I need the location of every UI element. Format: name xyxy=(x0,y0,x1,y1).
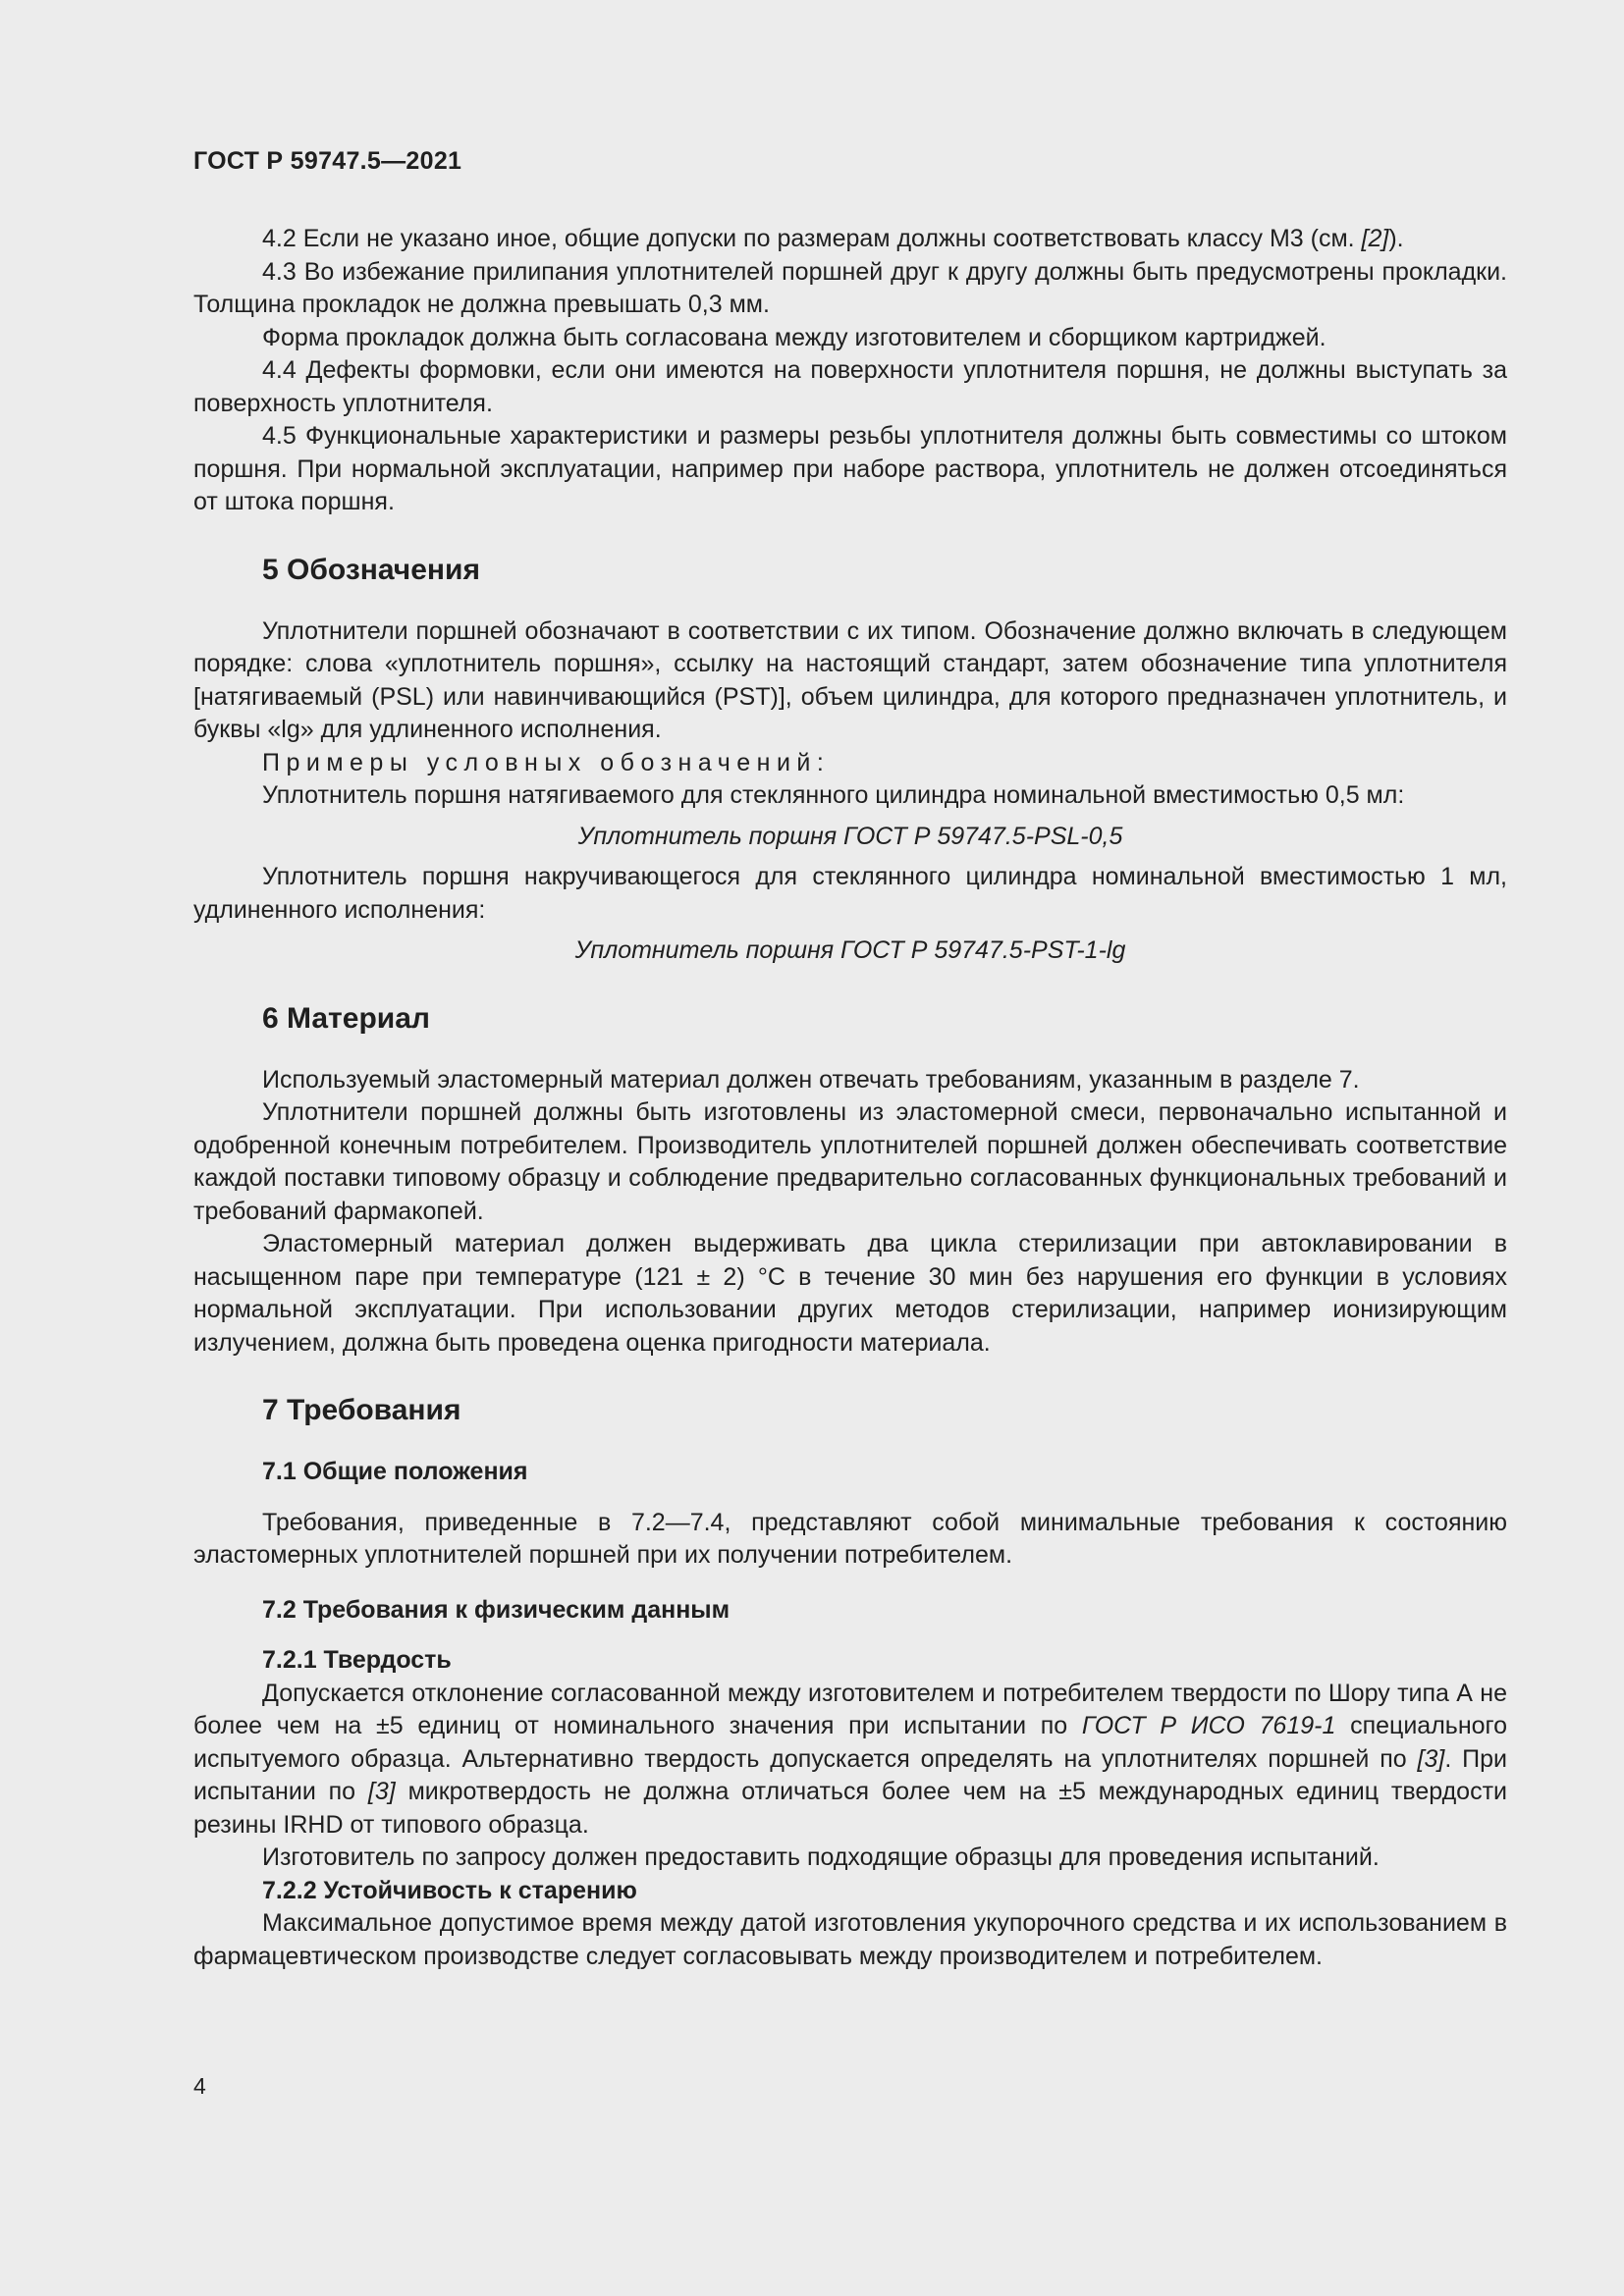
paragraph-4-4: 4.4 Дефекты формовки, если они имеются на поверхности уплотнителя поршня, не должны выступать за поверхность уплотнителя. xyxy=(193,356,1507,417)
paragraph-7-2-1-b: Изготовитель по запросу должен предоставить подходящие образцы для проведения испытаний. xyxy=(262,1843,1380,1871)
reference-link: [3] xyxy=(367,1778,396,1805)
section-heading-7: 7 Требования xyxy=(262,1394,461,1426)
subsection-heading-7-2-1: 7.2.1 Твердость xyxy=(262,1646,452,1674)
subsection-heading-7-1: 7.1 Общие положения xyxy=(262,1458,528,1485)
paragraph-4-3-b: Форма прокладок должна быть согласована между изготовителем и сборщиком картриджей. xyxy=(262,323,1326,351)
examples-label: Примеры условных обозначений: xyxy=(262,748,831,776)
page-number: 4 xyxy=(193,2073,206,2099)
example-1-text: Уплотнитель поршня натягиваемого для стеклянного цилиндра номинальной вместимостью 0,5 мл: xyxy=(262,781,1405,809)
example-2-text: Уплотнитель поршня накручивающегося для стеклянного цилиндра номинальной вместимостью 1 мл, удлиненного исполнения: xyxy=(193,863,1507,924)
document-body xyxy=(193,223,1507,1973)
example-1-designation: Уплотнитель поршня ГОСТ Р 59747.5-PSL-0,5 xyxy=(577,822,1123,850)
subsection-heading-7-2: 7.2 Требования к физическим данным xyxy=(262,1595,731,1624)
section-heading-5: 5 Обозначения xyxy=(262,553,480,586)
reference-link: [3] xyxy=(1417,1744,1445,1773)
paragraph-4-3: 4.3 Во избежание прилипания уплотнителей поршней друг к другу должны быть предусмотрены прокладки. Толщина прокладок не должна превышать 0,3 мм. xyxy=(193,257,1507,318)
subsection-heading-7-2-2: 7.2.2 Устойчивость к старению xyxy=(262,1876,637,1904)
reference-link: [2] xyxy=(1361,225,1389,252)
paragraph-7-1: Требования, приведенные в 7.2—7.4, представляют собой минимальные требования к состоянию эластомерных уплотнителей поршней при их получении потребителем. xyxy=(193,1508,1507,1569)
paragraph-4-2: 4.2 Если не указано иное, общие допуски по размерам должны соответствовать классу М3 (см. [2]). xyxy=(262,225,1404,252)
paragraph-4-5: 4.5 Функциональные характеристики и размеры резьбы уплотнителя должны быть совместимы со штоком поршня. При нормальной эксплуатации, например при наборе раствора, уплотнитель не должен отсоединяться от штока поршня. xyxy=(193,422,1507,515)
paragraph-6-3: Эластомерный материал должен выдерживать два цикла стерилизации при автоклавировании в насыщенном паре при температуре (121 ± 2) °С в течение 30 мин без нарушения его функции в условиях нормальной эксплуатации. При использовании других методов стерилизации, например ионизирующим излучением, должна быть проведена оценка пригодности материала. xyxy=(193,1230,1507,1357)
paragraph-6-2: Уплотнители поршней должны быть изготовлены из эластомерной смеси, первоначально испытанной и одобренной конечным потребителем. Производитель уплотнителей поршней должен обеспечивать соответствие каждой поставки типовому образцу и соблюдение предварительно согласованных функциональных требований и требований фармакопей. xyxy=(193,1098,1507,1225)
example-2-designation: Уплотнитель поршня ГОСТ Р 59747.5-PST-1-lg xyxy=(574,936,1126,964)
document-header: ГОСТ Р 59747.5—2021 xyxy=(193,147,462,175)
paragraph-5-1: Уплотнители поршней обозначают в соответствии с их типом. Обозначение должно включать в следующем порядке: слова «уплотнитель поршня», ссылку на настоящий стандарт, затем обозначение типа уплотнителя [натягиваемый (PSL) или навинчивающийся (PST)], объем цилиндра, для которого предназначен уплотнитель, и буквы «lg» для удлиненного исполнения. xyxy=(193,616,1507,743)
section-heading-6: 6 Материал xyxy=(262,1001,430,1035)
paragraph-6-1: Используемый эластомерный материал должен отвечать требованиям, указанным в разделе 7. xyxy=(262,1065,1360,1094)
reference-link: ГОСТ Р ИСО 7619-1 xyxy=(1081,1712,1336,1739)
paragraph-7-2-1: Допускается отклонение согласованной между изготовителем и потребителем твердости по Шору типа А не более чем на ±5 единиц от номинального значения при испытании по ГОСТ Р ИСО 7619-1 специального испытуемого образца. Альтернативно твердость допускается определять на уплотнителях поршней по [3]. При испытании по [3] микротвердость не должна отличаться более чем на ±5 международных единиц твердости резины IRHD от типового образца. xyxy=(193,1679,1508,1839)
paragraph-7-2-2: Максимальное допустимое время между датой изготовления укупорочного средства и их использованием в фармацевтическом производстве следует согласовывать между производителем и потребителем. xyxy=(193,1909,1507,1970)
